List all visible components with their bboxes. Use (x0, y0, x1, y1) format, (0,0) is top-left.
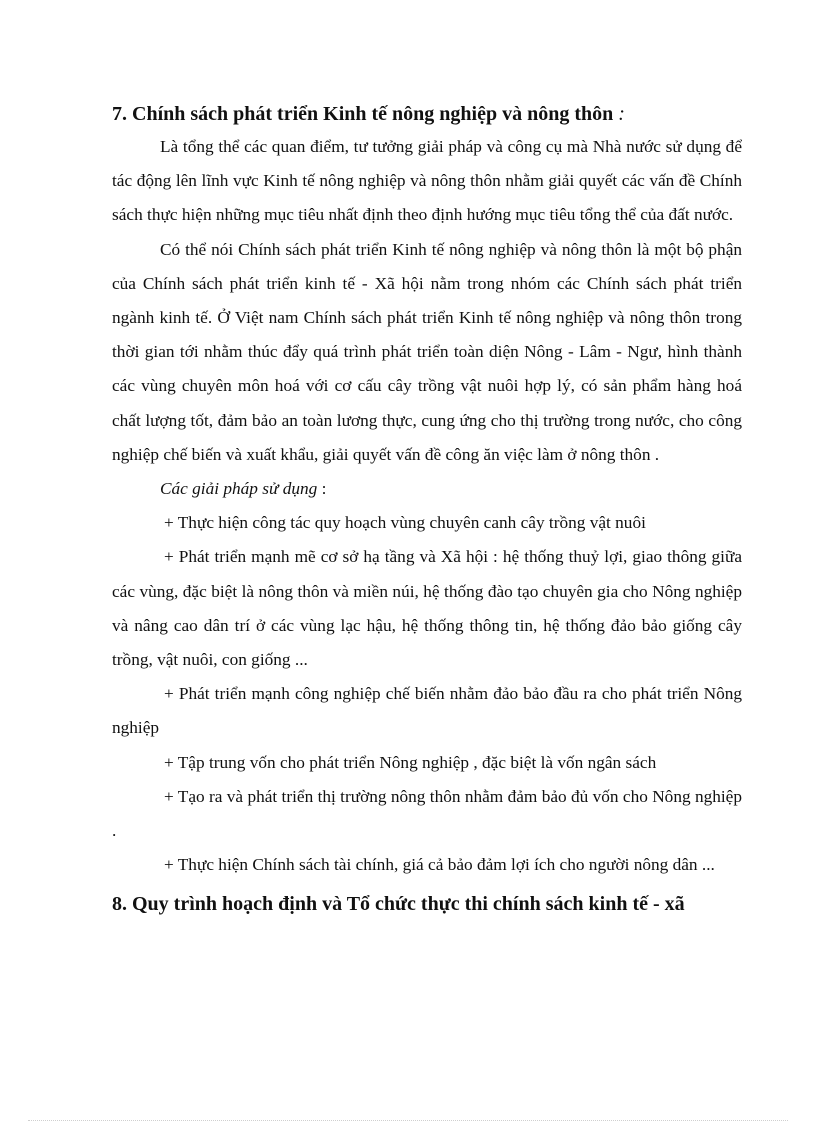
section-7-heading (112, 98, 742, 130)
solutions-intro (112, 472, 742, 506)
solutions-colon: : (317, 479, 327, 499)
solutions-label: Các giải pháp sử dụng (160, 479, 318, 499)
bullet-item: + Tạo ra và phát triển thị trường nông thôn nhằm đảm bảo đủ vốn cho Nông nghiệp . (112, 786, 742, 841)
bullet-item: + Thực hiện công tác quy hoạch vùng chuyên canh cây trồng vật nuôi (164, 513, 646, 533)
bullet-item: + Thực hiện Chính sách tài chính, giá cả bảo đảm lợi ích cho người nông dân ... (164, 855, 715, 875)
bullet-item: + Phát triển mạnh công nghiệp chế biến nhằm đảo bảo đầu ra cho phát triển Nông nghiệp (112, 684, 742, 738)
section-7-title-colon: : (613, 103, 625, 125)
page-footer-rule (28, 1120, 788, 1121)
bullet-item: + Tập trung vốn cho phát triển Nông nghiệp , đặc biệt là vốn ngân sách (164, 752, 657, 772)
paragraph-definition: Là tổng thể các quan điểm, tư tưởng giải pháp và công cụ mà Nhà nước sử dụng để tác động lên lĩnh vực Kinh tế nông nghiệp và nông thôn nhằm giải quyết các vấn đề Chính sách thực hiện những mục tiêu nhất định theo định hướng mục tiêu tổng thể của đất nước. (112, 137, 742, 225)
paragraph-policy-overview: Có thể nói Chính sách phát triển Kinh tế nông nghiệp và nông thôn là một bộ phận của Chính sách phát triển kinh tế - Xã hội nằm trong nhóm các Chính sách phát triển ngành kinh tế. Ở Việt nam Chính sách phát triển Kinh tế nông nghiệp và nông thôn trong thời gian tới nhằm thúc đẩy quá trình phát triển toàn diện Nông - Lâm - Ngư, hình thành các vùng chuyên môn hoá với cơ cấu cây trồng vật nuôi hợp lý, có sản phẩm hàng hoá chất lượng tốt, đảm bảo an toàn lương thực, cung ứng cho thị trường trong nước, cho công nghiệp chế biến và xuất khẩu, giải quyết vấn đề công ăn việc làm ở nông thôn . (112, 239, 742, 464)
section-7-title: 7. Chính sách phát triển Kinh tế nông nghiệp và nông thôn (112, 103, 614, 125)
bullet-item: + Phát triển mạnh mẽ cơ sở hạ tầng và Xã hội : hệ thống thuỷ lợi, giao thông giữa các vùng, đặc biệt là nông thôn và miền núi, hệ thống đào tạo chuyên gia cho Nông nghiệp và nâng cao dân trí ở các vùng lạc hậu, hệ thống thông tin, hệ thống đảo bảo giống cây trồng, vật nuôi, con giống ... (112, 547, 742, 670)
section-8-heading: 8. Quy trình hoạch định và Tổ chức thực thi chính sách kinh tế - xã (112, 893, 685, 916)
document-page (112, 98, 742, 920)
